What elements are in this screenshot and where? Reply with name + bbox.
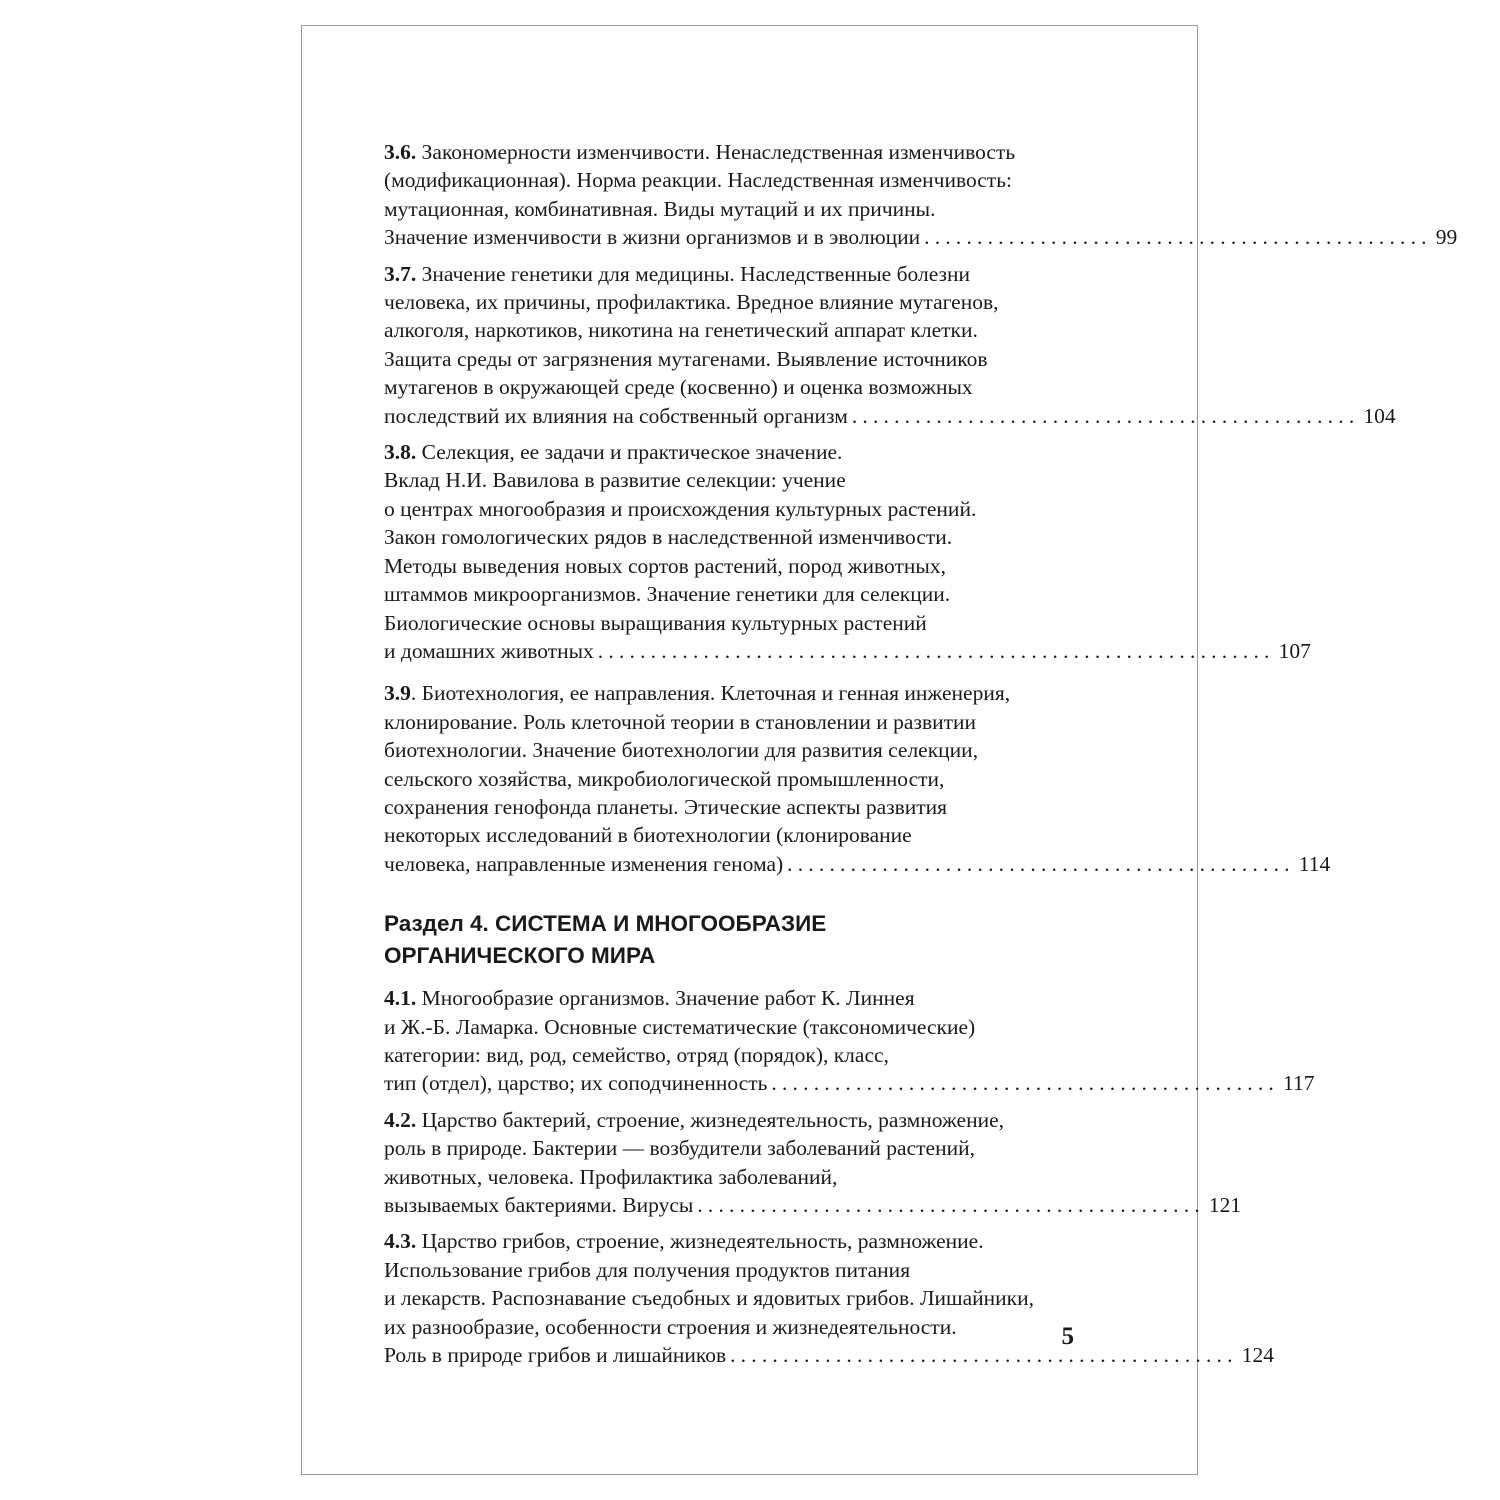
entry-last-line: и домашних животных <box>384 638 594 663</box>
toc-entry-3-8 <box>384 438 1311 665</box>
page-number: 121 <box>1208 1193 1242 1217</box>
page-number: 104 <box>1363 403 1396 428</box>
entry-text-line: Царство бактерий, строение, жизнедеятельность, размножение, <box>421 1107 1005 1132</box>
section-heading-line: Раздел 4. СИСТЕМА И МНОГООБРАЗИЕ <box>384 911 827 937</box>
entry-text-line: и Ж.-Б. Ламарка. Основные систематические (таксономические) <box>384 1014 976 1039</box>
entry-last-line: вызываемых бактериями. Вирусы <box>384 1193 694 1217</box>
section-heading <box>384 908 1074 972</box>
toc-entry-4-1 <box>384 984 1315 1098</box>
dot-leader: ................................................ <box>787 851 1295 876</box>
entry-text-line: штаммов микроорганизмов. Значение генетики для селекции. <box>384 582 951 607</box>
page-number: 107 <box>1278 638 1311 663</box>
entry-text-line: алкоголя, наркотиков, никотина на генетический аппарат клетки. <box>384 318 978 343</box>
entry-text-line: Использование грибов для получения продуктов питания <box>384 1257 911 1282</box>
table-of-contents <box>384 138 1458 1377</box>
entry-text-line: мутационная, комбинативная. Виды мутаций и их причины. <box>384 196 936 221</box>
entry-text-line: роль в природе. Бактерии — возбудители заболеваний растений, <box>384 1136 975 1161</box>
page-number: 124 <box>1241 1343 1274 1368</box>
entry-text-line: некоторых исследований в биотехнологии (клонирование <box>384 823 912 848</box>
dot-leader: ................................................ <box>730 1343 1238 1368</box>
entry-number: 4.3. <box>384 1229 417 1254</box>
toc-entry-4-2 <box>384 1106 1242 1220</box>
entry-text-line: категории: вид, род, семейство, отряд (порядок), класс, <box>384 1042 889 1067</box>
entry-text-line: животных, человека. Профилактика заболеваний, <box>384 1164 838 1189</box>
entry-text-line: Значение генетики для медицины. Наследственные болезни <box>421 261 971 286</box>
entry-number: 4.1. <box>384 986 417 1011</box>
entry-text-line: клонирование. Роль клеточной теории в становлении и развитии <box>384 709 977 734</box>
entry-text-line: (модификационная). Норма реакции. Наследственная изменчивость: <box>384 168 1012 193</box>
entry-last-line: Роль в природе грибов и лишайников <box>384 1343 727 1368</box>
entry-text-line: Закономерности изменчивости. Ненаследственная изменчивость <box>421 140 1016 164</box>
toc-entry-3-6 <box>384 138 1458 252</box>
toc-entry-3-9 <box>384 679 1331 878</box>
entry-text-line: Методы выведения новых сортов растений, пород животных, <box>384 553 946 578</box>
entry-text-line: Царство грибов, строение, жизнедеятельность, размножение. <box>421 1229 984 1254</box>
entry-number: 3.9 <box>384 681 411 706</box>
entry-last-line: последствий их влияния на собственный организм <box>384 403 848 428</box>
entry-text-line: сохранения генофонда планеты. Этические аспекты развития <box>384 794 948 819</box>
entry-text-line: Вклад Н.И. Вавилова в развитие селекции: учение <box>384 468 846 493</box>
entry-last-line: тип (отдел), царство; их соподчиненность <box>384 1071 768 1096</box>
entry-text-line: человека, их причины, профилактика. Вредное влияние мутагенов, <box>384 290 999 315</box>
dot-leader: ................................................ <box>697 1193 1205 1217</box>
page-number: 117 <box>1283 1071 1315 1096</box>
entry-text-line: Селекция, ее задачи и практическое значение. <box>421 440 843 465</box>
entry-text-line: Многообразие организмов. Значение работ К. Линнея <box>421 986 915 1011</box>
page-number: 99 <box>1435 225 1458 250</box>
entry-text-line: Защита среды от загрязнения мутагенами. Выявление источников <box>384 346 988 371</box>
dot-leader: ................................................................ <box>597 638 1275 663</box>
entry-number: 4.2. <box>384 1107 417 1132</box>
page-folio-number: 5 <box>1061 1323 1074 1350</box>
entry-text-line: мутагенов в окружающей среде (косвенно) и оценка возможных <box>384 375 973 400</box>
entry-last-line: Значение изменчивости в жизни организмов и в эволюции <box>384 225 921 250</box>
entry-text-line: Закон гомологических рядов в наследственной изменчивости. <box>384 525 953 550</box>
entry-number: 3.6. <box>384 140 417 164</box>
section-heading-line: ОРГАНИЧЕСКОГО МИРА <box>384 943 656 969</box>
entry-text-line: . Биотехнология, ее направления. Клеточная и генная инженерия, <box>410 681 1011 706</box>
page-number: 114 <box>1298 851 1331 876</box>
dot-leader: ................................................ <box>924 225 1432 250</box>
entry-text-line: и лекарств. Распознавание съедобных и ядовитых грибов. Лишайники, <box>384 1286 1034 1311</box>
dot-leader: ................................................ <box>771 1071 1279 1096</box>
entry-number: 3.7. <box>384 261 417 286</box>
entry-text-line: биотехнологии. Значение биотехнологии для развития селекции, <box>384 738 979 763</box>
toc-entry-3-7 <box>384 260 1396 430</box>
dot-leader: ................................................ <box>851 403 1360 428</box>
toc-entry-4-3 <box>384 1227 1274 1369</box>
entry-text-line: о центрах многообразия и происхождения культурных растений. <box>384 496 977 521</box>
entry-text-line: Биологические основы выращивания культурных растений <box>384 610 927 635</box>
entry-last-line: человека, направленные изменения генома) <box>384 851 784 876</box>
entry-text-line: сельского хозяйства, микробиологической промышленности, <box>384 766 945 791</box>
entry-text-line: их разнообразие, особенности строения и жизнедеятельности. <box>384 1314 957 1339</box>
entry-number: 3.8. <box>384 440 417 465</box>
